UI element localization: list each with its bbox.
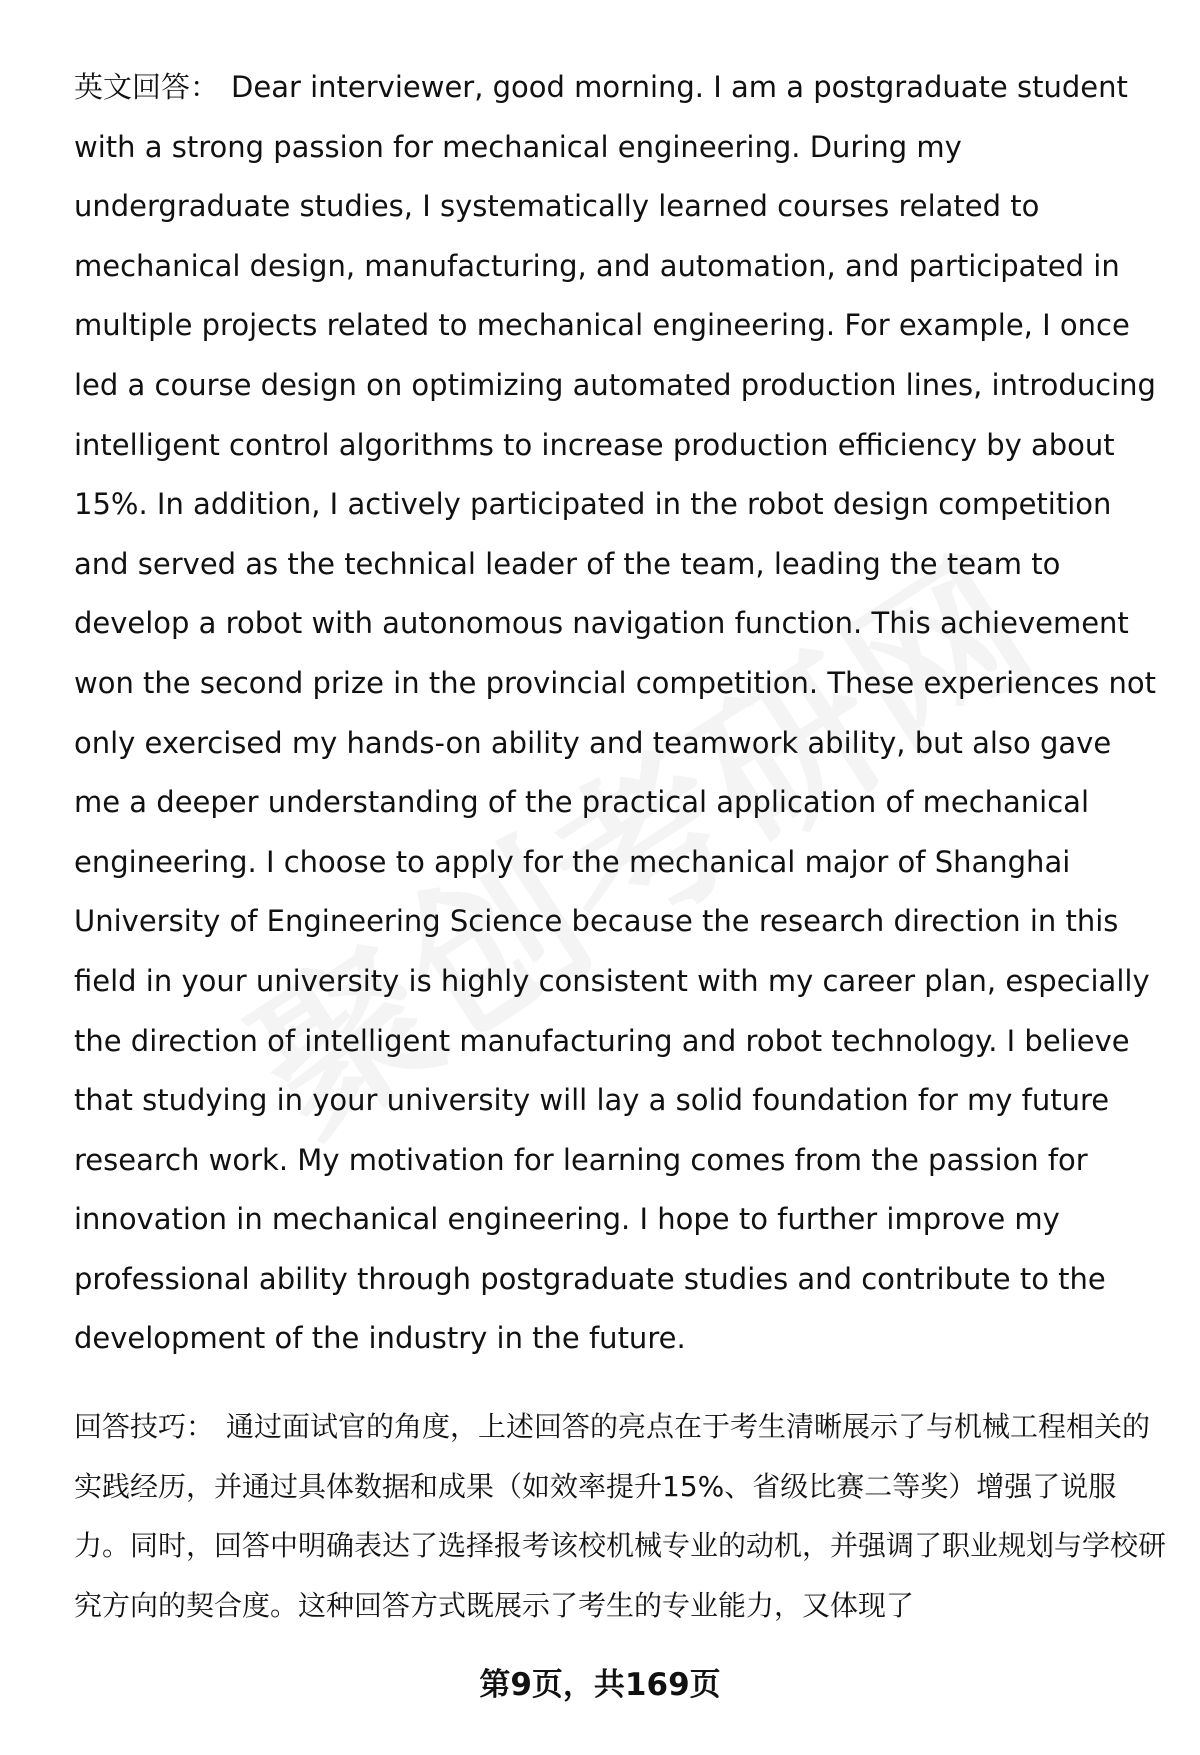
english-answer-text: Dear interviewer, good morning. I am a postgraduate student with a strong passion for mechanical engineering. During my undergraduate studies, I systematically learned courses related to mechanical design, manufacturing, and automation, and participated in multiple projects related to mechanical engineering. For example, I once led a course design on optimizing automated production lines, introducing intelligent control algorithms to increase production efficiency by about 15%. In addition, I actively participated in the robot design competition and served as the technical leader of the team, leading the team to develop a robot with autonomous navigation function. This achievement won the second prize in the provincial competition. These experiences not only exercised my hands-on ability and teamwork ability, but also gave me a deeper understanding of the practical application of mechanical engineering. I choose to apply for the mechanical major of Shanghai University of Engineering Science because the research direction in this field in your university is highly consistent with my career plan, especially the direction of intelligent manufacturing and robot technology. I believe that studying in your university will lay a solid foundation for my future research work. My motivation for learning comes from the passion for innovation in mechanical engineering. I hope to further improve my professional ability through postgraduate studies and contribute to the development of the industry in the future. <box>74 70 1156 1356</box>
answer-tips-paragraph <box>74 1397 1166 1635</box>
english-answer-paragraph <box>74 58 1166 1369</box>
answer-tips-label: 回答技巧： <box>74 1410 215 1444</box>
page-content <box>74 58 1166 1635</box>
answer-tips-text: 通过面试官的角度，上述回答的亮点在于考生清晰展示了与机械工程相关的实践经历，并通过具体数据和成果（如效率提升15%、省级比赛二等奖）增强了说服力。同时，回答中明确表达了选择报考该校机械专业的动机，并强调了职业规划与学校研究方向的契合度。这种回答方式既展示了考生的专业能力，又体现了 <box>74 1410 1167 1622</box>
english-answer-label: 英文回答： <box>74 70 220 104</box>
page-number: 第9页，共169页 <box>479 1667 721 1703</box>
